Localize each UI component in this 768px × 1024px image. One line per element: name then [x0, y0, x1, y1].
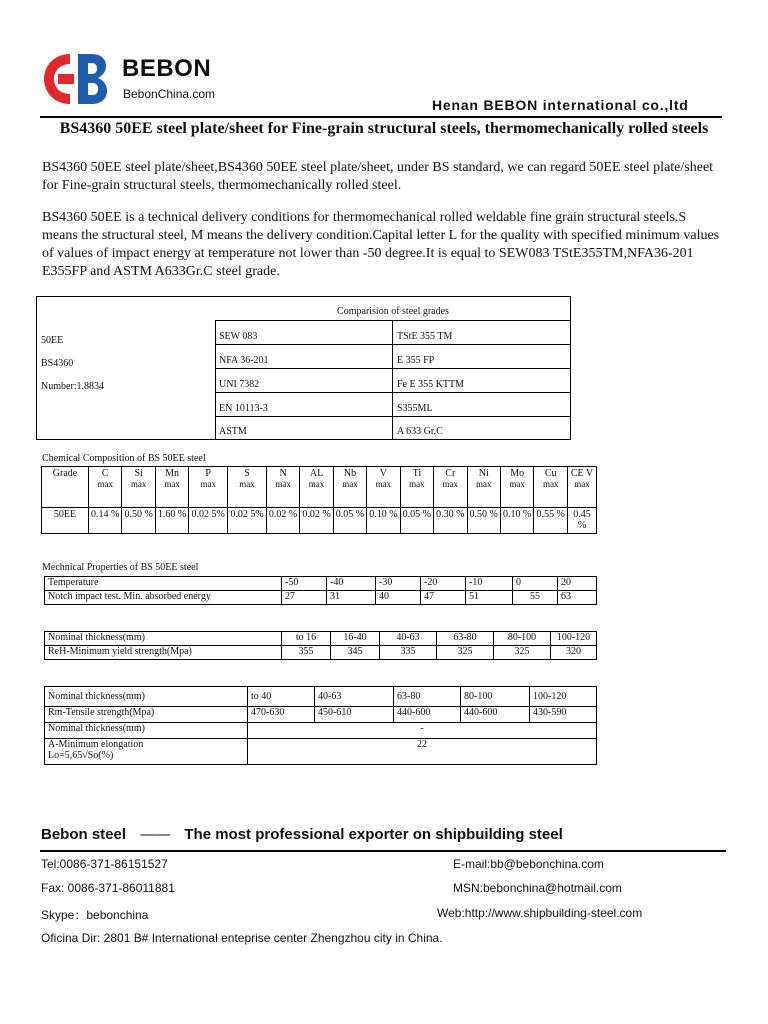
element-value: 0.45 %: [568, 508, 597, 534]
element-value: 0.05 %: [400, 508, 433, 534]
comparison-row-grade: TStE 355 TM: [397, 331, 453, 342]
element-qualifier: max: [200, 479, 216, 489]
element-qualifier: max: [308, 479, 325, 489]
temperature-value: 20: [558, 577, 597, 591]
header-rule: [40, 116, 722, 118]
element-symbol: Cu: [544, 468, 557, 479]
thickness-value: 40-63: [315, 687, 394, 707]
element-qualifier: max: [475, 479, 492, 489]
temperature-value: -40: [327, 577, 376, 591]
element-qualifier: max: [509, 479, 525, 489]
element-value: 0.10 %: [500, 508, 533, 534]
elongation-value: 22: [248, 739, 597, 765]
elongation-label: [45, 739, 248, 765]
brand-site: BebonChina.com: [123, 87, 216, 101]
tensile-value: 440-600: [461, 707, 530, 723]
element-symbol: Nb: [343, 468, 357, 479]
grade-header: Grade: [42, 467, 89, 508]
yield-table: [44, 631, 597, 660]
comparison-row-standard: EN 10113-3: [219, 403, 268, 414]
energy-row: [45, 591, 597, 605]
footer-rule: [40, 850, 726, 852]
energy-value: 31: [327, 591, 376, 605]
yield-value: 320: [551, 646, 597, 660]
chemical-value-row: [42, 508, 597, 534]
yield-value: 345: [331, 646, 380, 660]
page-title: BS4360 50EE steel plate/sheet for Fine-grain structural steels, thermomechanically rolled steels: [59, 120, 709, 137]
yield-value: 335: [380, 646, 437, 660]
element-qualifier: max: [275, 479, 291, 489]
element-symbol: Mo: [510, 468, 525, 479]
element-qualifier: max: [542, 479, 559, 489]
slogan-dash: ——: [140, 826, 171, 843]
tensile-value: 470-630: [248, 707, 315, 723]
thickness-value: to 40: [248, 687, 315, 707]
element-symbol: Ni: [478, 468, 489, 479]
energy-value: 51: [466, 591, 513, 605]
tensile-value: 440-600: [394, 707, 461, 723]
element-value: 0.50 %: [122, 508, 155, 534]
standard-name: BS4360: [41, 358, 74, 369]
mechanical-caption: Mechnical Properties of BS 50EE steel: [42, 562, 199, 573]
comparison-row-standard: NFA 36-201: [219, 355, 269, 366]
footer-fax: Fax: 0086-371-86011881: [41, 881, 175, 895]
temperature-value: -30: [376, 577, 421, 591]
brand-name: BEBON: [122, 55, 212, 82]
element-value: 0.02 %: [266, 508, 299, 534]
thickness-value: 80-100: [461, 687, 530, 707]
elongation-label-line1: A-Minimum elongation: [48, 739, 144, 750]
elongation-label-line2: Lo=5,65√So(%): [48, 750, 114, 761]
logo: [40, 50, 110, 108]
comparison-row-grade: S355ML: [397, 403, 433, 414]
element-value: 0.02 5%: [228, 508, 267, 534]
thickness-value: to 16: [282, 632, 331, 646]
yield-value: 325: [494, 646, 551, 660]
thickness-label-2: Nominal thickness(mm): [45, 723, 248, 739]
element-value: 0.55 %: [534, 508, 568, 534]
tensile-value: 430-590: [530, 707, 597, 723]
temperature-label: Temperature: [45, 577, 282, 591]
description-paragraph: BS4360 50EE is a technical delivery conditions for thermomechanical rolled weldable fine grain structural steels.S means the structural steel, M means the delivery condition.Capital letter L for the quality with specified minimum values of values of impact energy at temperature not lower than -50 degree.It is equal to SEW083 TStE355TM,NFA36-201 E355FP and ASTM A633Gr.C steel grade.: [42, 210, 720, 279]
element-qualifier: max: [342, 479, 358, 489]
element-value: 1.60 %: [155, 508, 188, 534]
tensile-value: 450-610: [315, 707, 394, 723]
yield-value: 355: [282, 646, 331, 660]
footer-tel: Tel:0086-371-86151527: [41, 857, 168, 871]
thickness-value: 100-120: [530, 687, 597, 707]
element-qualifier: max: [97, 479, 113, 489]
element-symbol: CE V: [570, 468, 594, 479]
element-qualifier: max: [130, 479, 147, 489]
comparison-row-grade: Fe E 355 KTTM: [397, 379, 464, 390]
temperature-value: -10: [466, 577, 513, 591]
thickness-value: 80-100: [494, 632, 551, 646]
element-symbol: Ti: [412, 468, 422, 479]
chemical-caption: Chemical Composition of BS 50EE steel: [42, 453, 206, 464]
element-symbol: N: [279, 468, 287, 479]
energy-value: 63: [558, 591, 597, 605]
element-symbol: V: [379, 468, 388, 479]
impact-table: [44, 576, 597, 605]
comparison-row-standard: SEW 083: [219, 331, 258, 342]
yield-label: ReH-Minimum yield strength(Mpa): [45, 646, 282, 660]
slogan-brand: Bebon steel: [41, 826, 127, 843]
thickness-label: Nominal thickness(mm): [45, 687, 248, 707]
yield-value: 325: [437, 646, 494, 660]
energy-value: 47: [421, 591, 466, 605]
footer-msn[interactable]: MSN:bebonchina@hotmail.com: [453, 881, 622, 895]
element-qualifier: max: [442, 479, 459, 489]
footer-web[interactable]: Web:http://www.shipbuilding-steel.com: [437, 906, 643, 920]
element-value: 0.10 %: [367, 508, 400, 534]
element-qualifier: max: [239, 479, 255, 489]
comparison-row-grade: E 355 FP: [397, 355, 435, 366]
tensile-table: [44, 686, 597, 765]
element-value: 0.05 %: [333, 508, 366, 534]
chemical-table: [41, 466, 597, 534]
tensile-strength-row: [45, 707, 597, 723]
element-value: 0.02 %: [300, 508, 333, 534]
element-symbol: C: [101, 468, 109, 479]
element-qualifier: max: [164, 479, 180, 489]
thickness-value: 40-63: [380, 632, 437, 646]
temperature-value: -50: [282, 577, 327, 591]
element-symbol: P: [205, 468, 211, 479]
thickness-label: Nominal thickness(mm): [45, 632, 282, 646]
material-number: Number:1.8834: [41, 381, 105, 392]
chemical-header-row: [42, 467, 597, 508]
thickness-value: 16-40: [331, 632, 380, 646]
energy-value: 27: [282, 591, 327, 605]
element-qualifier: max: [375, 479, 392, 489]
footer-skype: Skype：bebonchina: [41, 908, 149, 922]
elongation-row: [45, 739, 597, 765]
intro-paragraph: BS4360 50EE steel plate/sheet,BS4360 50EE steel plate/sheet, under BS standard, we can regard 50EE steel plate/sheet for Fine-grain structural steels, thermomechanically rolled steel.: [42, 160, 714, 193]
thickness-row-2: [45, 723, 597, 739]
footer-office: Oficina Dir: 2801 B# International enteprise center Zhengzhou city in China.: [41, 931, 443, 945]
element-symbol: S: [244, 468, 250, 479]
element-qualifier: max: [574, 479, 590, 489]
energy-value: 55: [513, 591, 558, 605]
slogan-text: The most professional exporter on shipbuilding steel: [184, 826, 563, 843]
tensile-label: Rm-Tensile strength(Mpa): [45, 707, 248, 723]
temperature-value: 0: [513, 577, 558, 591]
yield-strength-row: [45, 646, 597, 660]
yield-thickness-row: [45, 632, 597, 646]
thickness-value-2: -: [248, 723, 597, 739]
comparison-heading: Comparision of steel grades: [337, 306, 449, 317]
footer-email[interactable]: E-mail:bb@bebonchina.com: [453, 857, 604, 871]
footer-slogan: [41, 826, 563, 843]
grade-cell: 50EE: [42, 508, 89, 534]
element-qualifier: max: [409, 479, 425, 489]
comparison-row-grade: A 633 Gr.C: [397, 426, 443, 437]
grade-name: 50EE: [41, 335, 64, 346]
element-value: 0.14 %: [89, 508, 122, 534]
comparison-left-cell: [41, 329, 104, 398]
comparison-row-standard: UNI 7382: [219, 379, 260, 390]
bebon-logo-icon: [40, 50, 110, 108]
element-symbol: AL: [309, 468, 324, 479]
element-value: 0.02 5%: [189, 508, 228, 534]
thickness-value: 100-120: [551, 632, 597, 646]
element-value: 0.50 %: [467, 508, 500, 534]
energy-value: 40: [376, 591, 421, 605]
energy-label: Notch impact test. Min. absorbed energy: [45, 591, 282, 605]
element-symbol: Cr: [445, 468, 456, 479]
thickness-value: 63-80: [394, 687, 461, 707]
tensile-thickness-row: [45, 687, 597, 707]
company-name: Henan BEBON international co.,ltd: [432, 97, 689, 113]
element-symbol: Mn: [165, 468, 180, 479]
element-value: 0.30 %: [434, 508, 467, 534]
thickness-value: 63-80: [437, 632, 494, 646]
temperature-value: -20: [421, 577, 466, 591]
temperature-row: [45, 577, 597, 591]
comparison-table: [36, 296, 571, 440]
comparison-row-standard: ASTM: [219, 426, 247, 437]
element-symbol: Si: [134, 468, 143, 479]
